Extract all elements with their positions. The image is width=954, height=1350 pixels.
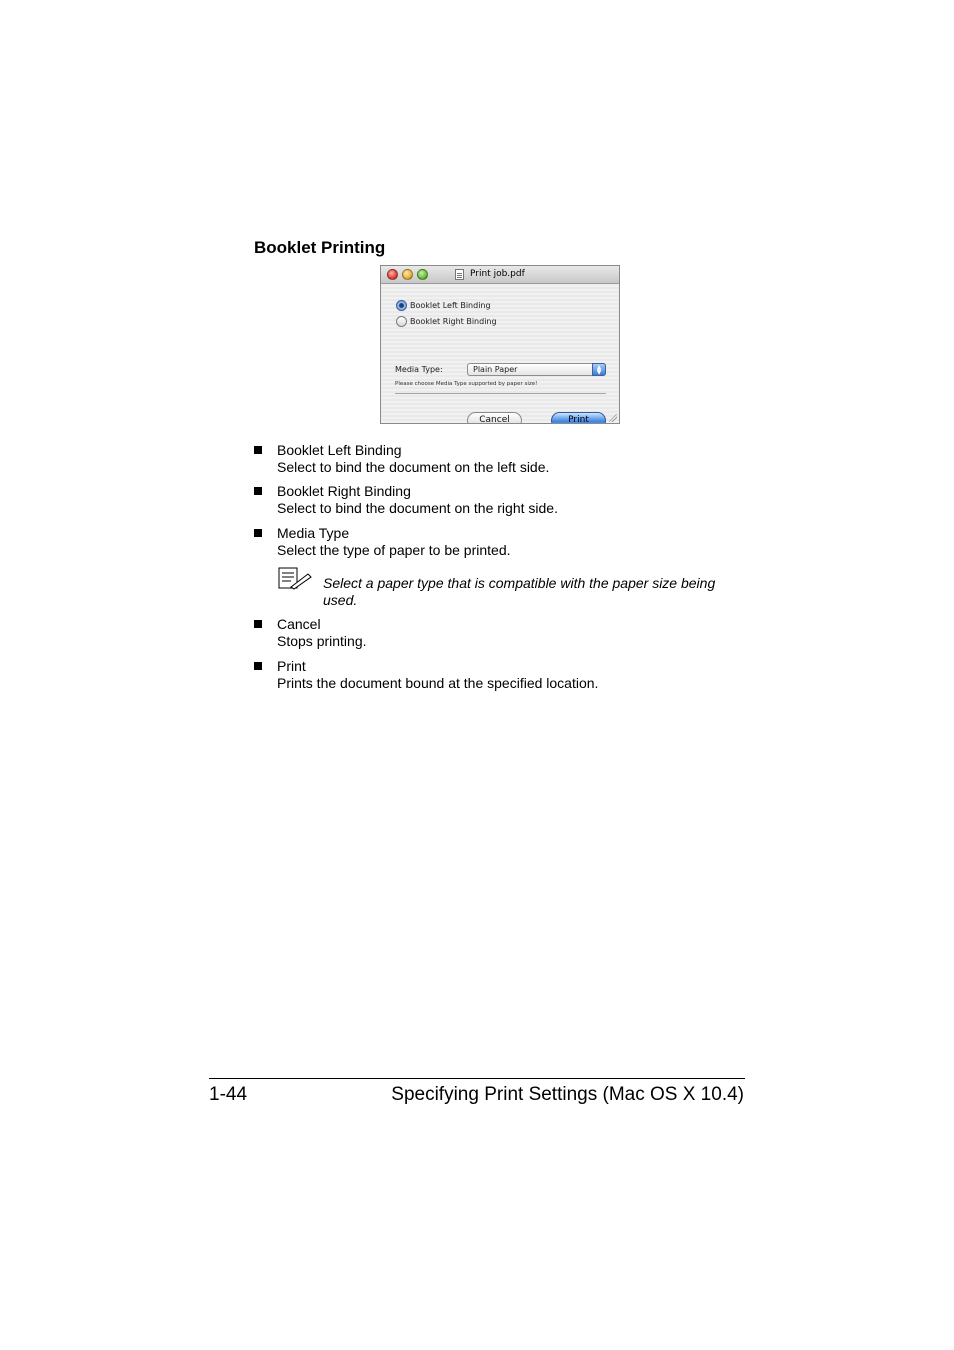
dialog-separator <box>395 393 606 394</box>
item-heading: Print <box>277 658 306 674</box>
media-type-value: Plain Paper <box>473 365 518 374</box>
close-window-icon[interactable] <box>387 269 398 280</box>
radio-label-left: Booklet Left Binding <box>410 300 491 310</box>
square-bullet-icon <box>254 446 262 454</box>
print-button[interactable]: Print <box>551 412 606 424</box>
item-heading: Cancel <box>277 616 321 632</box>
select-arrows-icon[interactable]: ▲ ▼ <box>592 363 606 376</box>
pdf-document-icon <box>455 269 464 280</box>
media-type-label: Media Type: <box>395 365 443 374</box>
item-heading: Media Type <box>277 525 350 541</box>
cancel-button[interactable]: Cancel <box>467 412 522 424</box>
radio-label-right: Booklet Right Binding <box>410 316 497 326</box>
square-bullet-icon <box>254 662 262 670</box>
square-bullet-icon <box>254 529 262 537</box>
booklet-left-binding-option[interactable] <box>396 299 491 311</box>
note-pencil-icon <box>277 567 313 591</box>
minimize-window-icon[interactable] <box>402 269 413 280</box>
note-text: Select a paper type that is compatible with the paper size being used. <box>323 575 716 608</box>
booklet-right-binding-option[interactable] <box>396 315 497 327</box>
item-description: Stops printing. <box>277 633 367 649</box>
chapter-title: Specifying Print Settings (Mac OS X 10.4) <box>391 1084 744 1105</box>
item-description: Select the type of paper to be printed. <box>277 542 511 558</box>
item-description: Prints the document bound at the specified location. <box>277 675 599 691</box>
section-title: Booklet Printing <box>254 238 386 257</box>
footer-rule <box>209 1078 745 1079</box>
item-heading: Booklet Left Binding <box>277 442 402 458</box>
window-title: Print job.pdf <box>470 269 525 279</box>
item-description: Select to bind the document on the right side. <box>277 500 558 516</box>
radio-unselected-icon[interactable] <box>396 316 407 327</box>
dialog-body <box>381 285 619 424</box>
radio-selected-icon[interactable] <box>396 300 407 311</box>
window-titlebar <box>381 266 619 284</box>
item-heading: Booklet Right Binding <box>277 483 411 499</box>
item-description: Select to bind the document on the left side. <box>277 459 550 475</box>
square-bullet-icon <box>254 620 262 628</box>
zoom-window-icon[interactable] <box>417 269 428 280</box>
print-dialog-screenshot <box>380 265 620 424</box>
resize-grip-icon[interactable] <box>609 414 617 422</box>
page-number: 1-44 <box>209 1084 248 1105</box>
media-type-select[interactable] <box>467 363 606 376</box>
media-type-hint: Please choose Media Type supported by paper size! <box>395 381 538 387</box>
square-bullet-icon <box>254 487 262 495</box>
